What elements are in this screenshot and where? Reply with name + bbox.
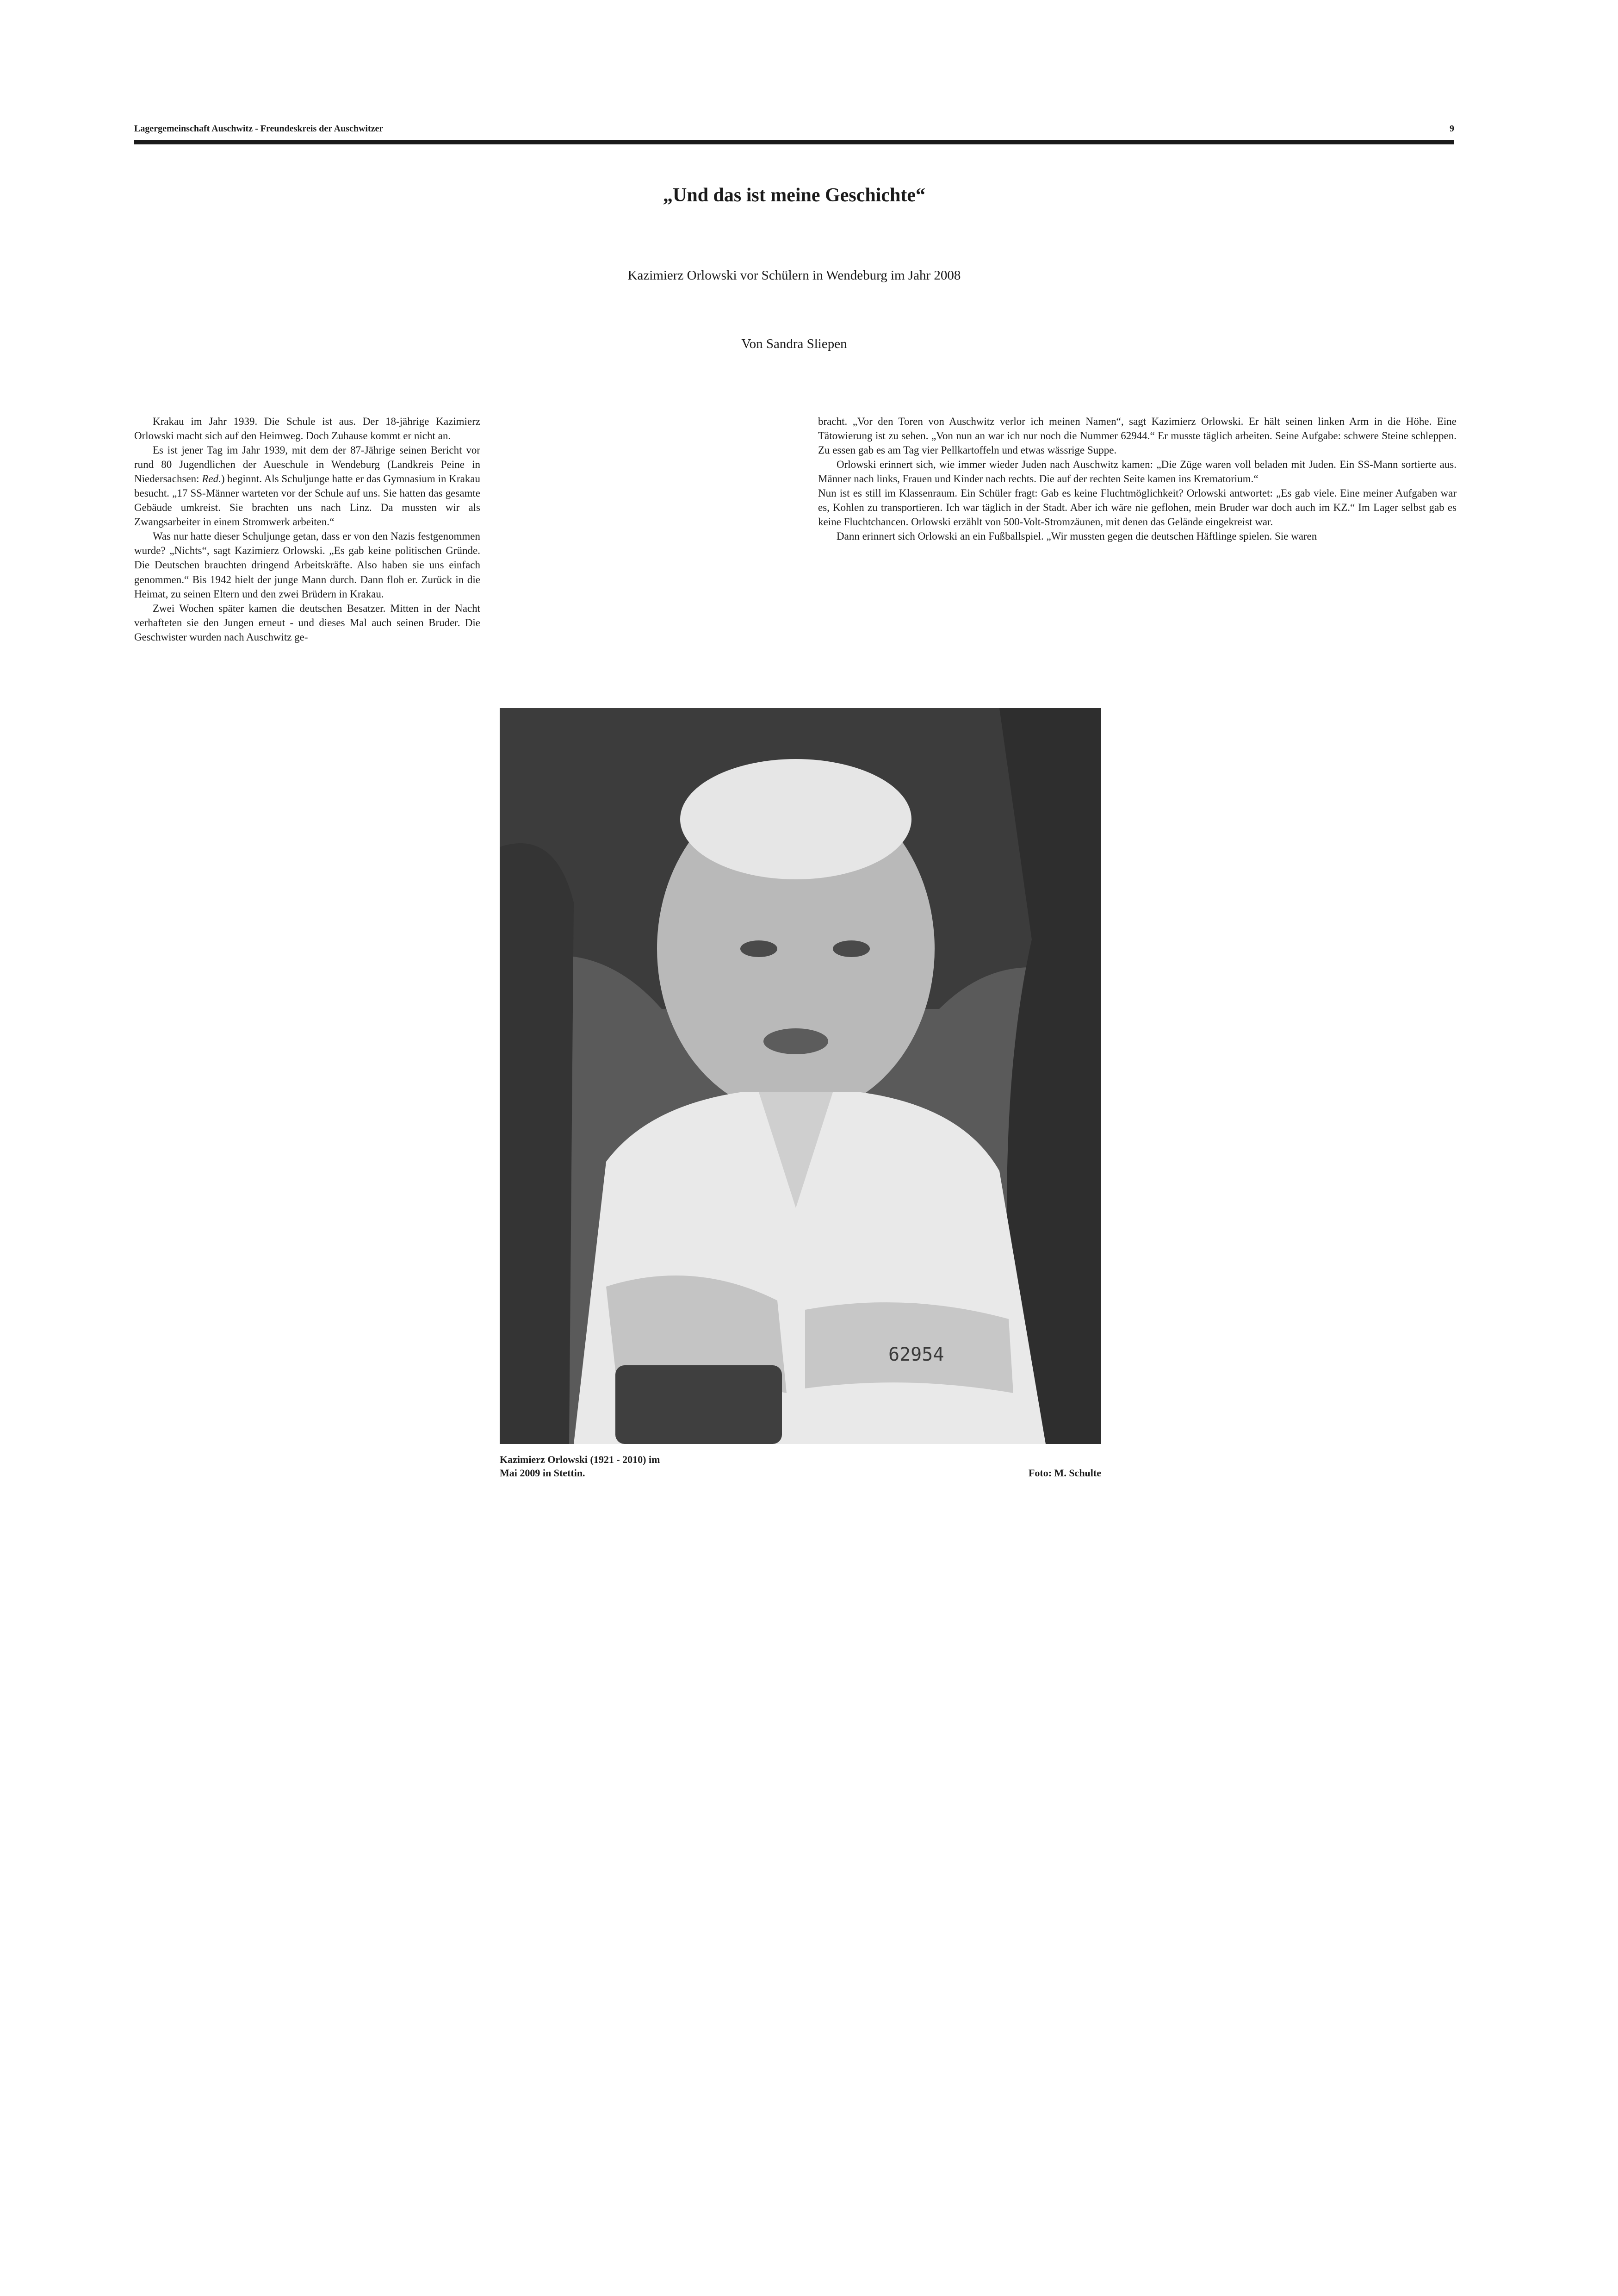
caption-line-2 bbox=[500, 1467, 1101, 1480]
paragraph-right-1: bracht. „Vor den Toren von Auschwitz verlor ich meinen Namen“, sagt Kazimierz Orlowski. Er hält seinen linken Arm in die Höhe. Eine Tätowierung ist zu sehen. „Von nun an war ich nur noch die Nummer 62944.“ Er musste täglich arbeiten. Seine Aufgabe: schwere Steine schleppen. Zu essen gab es am Tag vier Pellkartoffeln und etwas wässrige Suppe. bbox=[818, 416, 1457, 456]
photo-credit: Foto: M. Schulte bbox=[1028, 1467, 1101, 1479]
page-number: 9 bbox=[1450, 124, 1454, 134]
paragraph-left-4: Zwei Wochen später kamen die deutschen Besatzer. Mitten in der Nacht verhafteten sie den Jungen erneut - und dieses Mal auch seinen Bruder. Die Geschwister wurden nach Auschwitz ge- bbox=[134, 602, 480, 643]
paragraph-left-1: Krakau im Jahr 1939. Die Schule ist aus. Der 18-jährige Kazimierz Orlowski macht sich auf den Heimweg. Doch Zuhause kommt er nicht an. bbox=[134, 416, 480, 442]
paragraph-left-2-a: Es ist jener Tag im Jahr 1939, mit dem der 87-Jährige seinen Bericht vor rund 80 Jugendlichen der Aueschule in Wendeburg (Landkreis Peine in Niedersachsen: bbox=[134, 444, 480, 485]
paragraph-left-3: Was nur hatte dieser Schuljunge getan, dass er von den Nazis festgenommen wurde? „Nichts“, sagt Kazimierz Orlowski. „Es gab keine politischen Gründe. Die Deutschen brauchten dringend Arbeitskräfte. Also haben sie uns einfach genommen.“ Bis 1942 hielt der junge Mann durch. Dann floh er. Zurück in die Heimat, zu seinen Eltern und den zwei Brüdern in Krakau. bbox=[134, 530, 480, 600]
paragraph-left-2-b: ) beginnt. Als Schuljunge hatte er das Gymnasium in Krakau besucht. „17 SS-Männer warteten vor der Schule auf uns. Sie hatten das gesamte Gebäude umkreist. Sie brachten uns nach Linz. Da mussten wir als Zwangsarbeiter in einem Stromwerk arbeiten.“ bbox=[134, 473, 480, 528]
running-header bbox=[134, 101, 1454, 144]
caption-text-1: Kazimierz Orlowski (1921 - 2010) im bbox=[500, 1454, 660, 1465]
portrait-photo bbox=[500, 708, 1101, 1444]
paragraph-right-3: Nun ist es still im Klassenraum. Ein Schüler fragt: Gab es keine Fluchtmöglichkeit? Orlowski antwortet: „Es gab viele. Eine meiner Aufgaben war es, Kohlen zu transportieren. Ich war täglich in der Stadt. Aber ich wäre nie geflohen, mein Bruder war doch auch im KZ.“ Im Lager selbst gab es keine Fluchtchancen. Orlowski erzählt von 500-Volt-Stromzäunen, mit denen das Gelände eingekreist war. bbox=[818, 487, 1457, 528]
arm-tattoo-number: 62954 bbox=[888, 1344, 944, 1365]
caption-line-1 bbox=[500, 1453, 1101, 1467]
article-title: „Und das ist meine Geschichte“ bbox=[663, 185, 925, 206]
paragraph-right-2: Orlowski erinnert sich, wie immer wieder Juden nach Auschwitz kamen: „Die Züge waren voll beladen mit Juden. Ein SS-Mann sortierte aus. Männer nach links, Frauen und Kinder nach rechts. Die auf der rechten Seite kamen ins Krematorium.“ bbox=[818, 459, 1457, 485]
publication-name: Lagergemeinschaft Auschwitz - Freundeskreis der Auschwitzer bbox=[134, 124, 384, 134]
paragraph-right-4: Dann erinnert sich Orlowski an ein Fußballspiel. „Wir mussten gegen die deutschen Häftlinge spielen. Sie waren bbox=[837, 530, 1317, 542]
photo-caption bbox=[500, 1453, 1101, 1480]
editor-note: Red. bbox=[202, 473, 221, 485]
article-byline: Von Sandra Sliepen bbox=[741, 336, 847, 351]
caption-text-2: Mai 2009 in Stettin. bbox=[500, 1467, 585, 1479]
portrait-illustration bbox=[500, 708, 1101, 1444]
article-subtitle: Kazimierz Orlowski vor Schülern in Wendeburg im Jahr 2008 bbox=[627, 268, 961, 283]
